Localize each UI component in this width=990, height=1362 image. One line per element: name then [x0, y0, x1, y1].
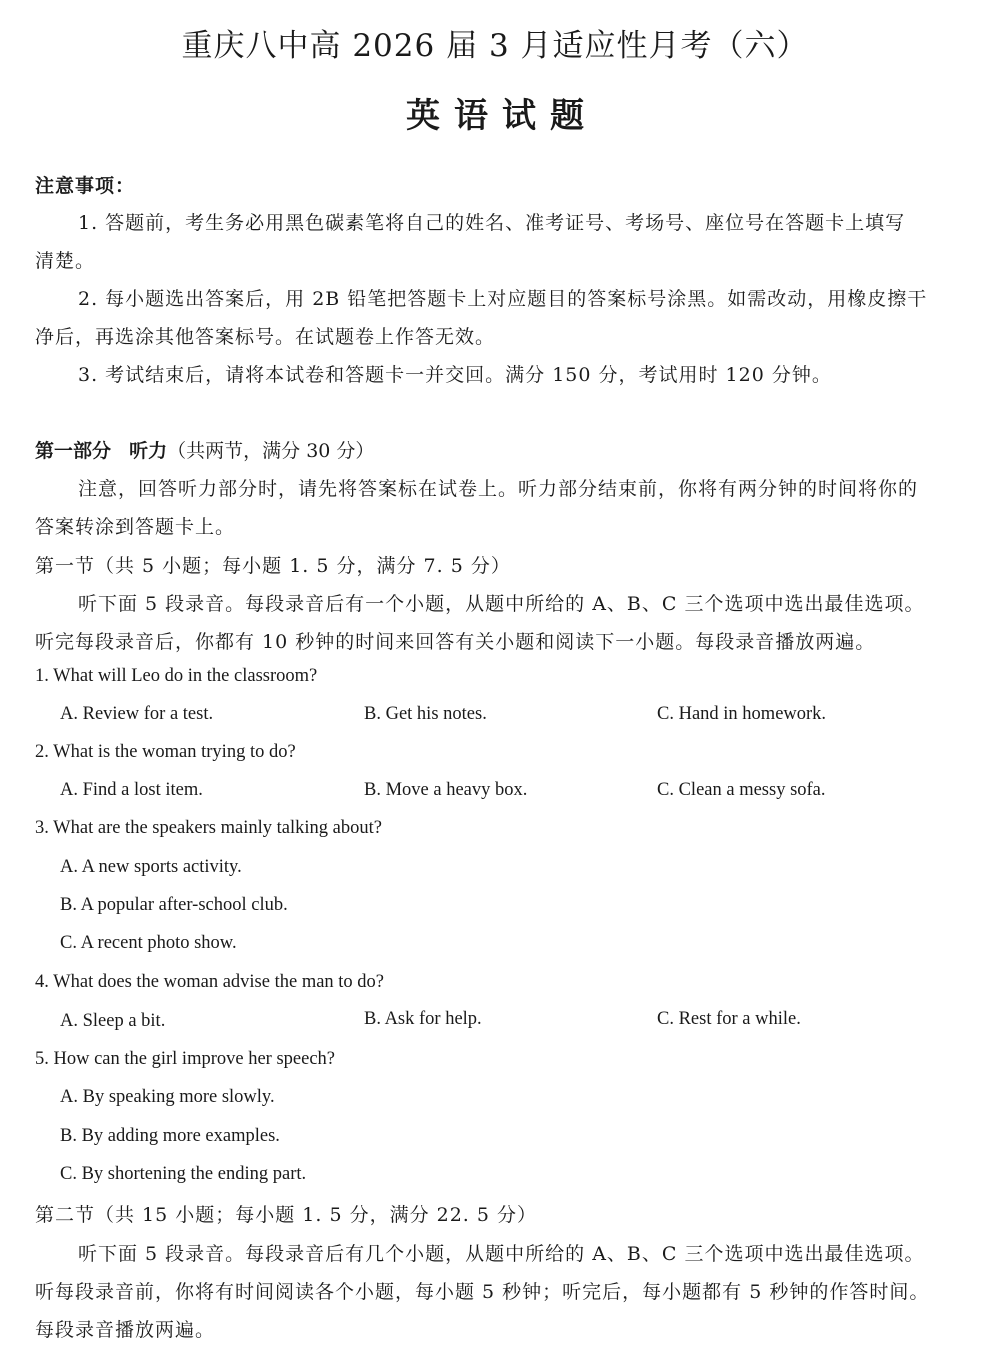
question-2-stem: 2. What is the woman trying to do? — [35, 742, 296, 762]
section2-instr-line-2: 听每段录音前，你将有时间阅读各个小题，每小题 5 秒钟；听完后，每小题都有 5 秒钟的作答时间。 — [35, 1281, 930, 1303]
notice-item-2-line-2: 净后，再选涂其他答案标号。在试题卷上作答无效。 — [35, 326, 496, 348]
section1-heading: 第一节（共 5 小题；每小题 1. 5 分，满分 7. 5 分） — [35, 555, 511, 577]
question-4-option-b: B. Ask for help. — [364, 1009, 482, 1029]
question-4-option-c: C. Rest for a while. — [657, 1009, 801, 1029]
question-1-stem: 1. What will Leo do in the classroom? — [35, 666, 318, 686]
question-4-option-a: A. Sleep a bit. — [60, 1011, 166, 1031]
exam-subtitle: 英语试题 — [406, 96, 598, 136]
section1-instr-line-1: 听下面 5 段录音。每段录音后有一个小题，从题中所给的 A、B、C 三个选项中选出最佳选项。 — [78, 593, 925, 615]
question-1-option-c: C. Hand in homework. — [657, 704, 827, 724]
notice-item-1-line-2: 清楚。 — [35, 250, 96, 272]
section2-instr-line-1: 听下面 5 段录音。每段录音后有几个小题，从题中所给的 A、B、C 三个选项中选出最佳选项。 — [78, 1243, 925, 1265]
section2-instr-line-3: 每段录音播放两遍。 — [35, 1319, 216, 1341]
question-5-option-c: C. By shortening the ending part. — [60, 1164, 307, 1184]
part1-heading — [35, 436, 374, 463]
part1-label: 第一部分 — [35, 440, 112, 462]
part1-info: （共两节，满分 30 分） — [167, 440, 375, 462]
question-2-option-a: A. Find a lost item. — [60, 780, 203, 800]
notice-heading: 注意事项： — [35, 175, 136, 197]
part1-note-line-2: 答案转涂到答题卡上。 — [35, 516, 236, 538]
question-5-option-a: A. By speaking more slowly. — [60, 1087, 275, 1107]
question-4-stem: 4. What does the woman advise the man to do? — [35, 972, 385, 992]
notice-item-2-line-1: 2. 每小题选出答案后，用 2B 铅笔把答题卡上对应题目的答案标号涂黑。如需改动，用橡皮擦干 — [78, 288, 928, 310]
question-3-option-c: C. A recent photo show. — [60, 933, 237, 953]
question-2-option-c: C. Clean a messy sofa. — [657, 780, 826, 800]
section2-heading: 第二节（共 15 小题；每小题 1. 5 分，满分 22. 5 分） — [35, 1204, 538, 1226]
section1-instr-line-2: 听完每段录音后，你都有 10 秒钟的时间来回答有关小题和阅读下一小题。每段录音播放两遍。 — [35, 631, 876, 653]
question-3-option-b: B. A popular after-school club. — [60, 895, 288, 915]
question-3-option-a: A. A new sports activity. — [60, 857, 242, 877]
notice-item-1-line-1: 1. 答题前，考生务必用黑色碳素笔将自己的姓名、准考证号、考场号、座位号在答题卡上填写 — [78, 212, 906, 234]
question-3-stem: 3. What are the speakers mainly talking about? — [35, 818, 382, 838]
question-2-option-b: B. Move a heavy box. — [364, 780, 528, 800]
question-1-option-b: B. Get his notes. — [364, 704, 487, 724]
exam-title: 重庆八中高 2026 届 3 月适应性月考（六） — [181, 28, 809, 64]
question-5-stem: 5. How can the girl improve her speech? — [35, 1049, 336, 1069]
question-1-option-a: A. Review for a test. — [60, 704, 214, 724]
part1-note-line-1: 注意，回答听力部分时，请先将答案标在试卷上。听力部分结束前，你将有两分钟的时间将你的 — [78, 478, 919, 500]
part1-name: 听力 — [129, 440, 168, 462]
question-5-option-b: B. By adding more examples. — [60, 1126, 280, 1146]
notice-item-3: 3. 考试结束后，请将本试卷和答题卡一并交回。满分 150 分，考试用时 120 分钟。 — [78, 364, 832, 386]
